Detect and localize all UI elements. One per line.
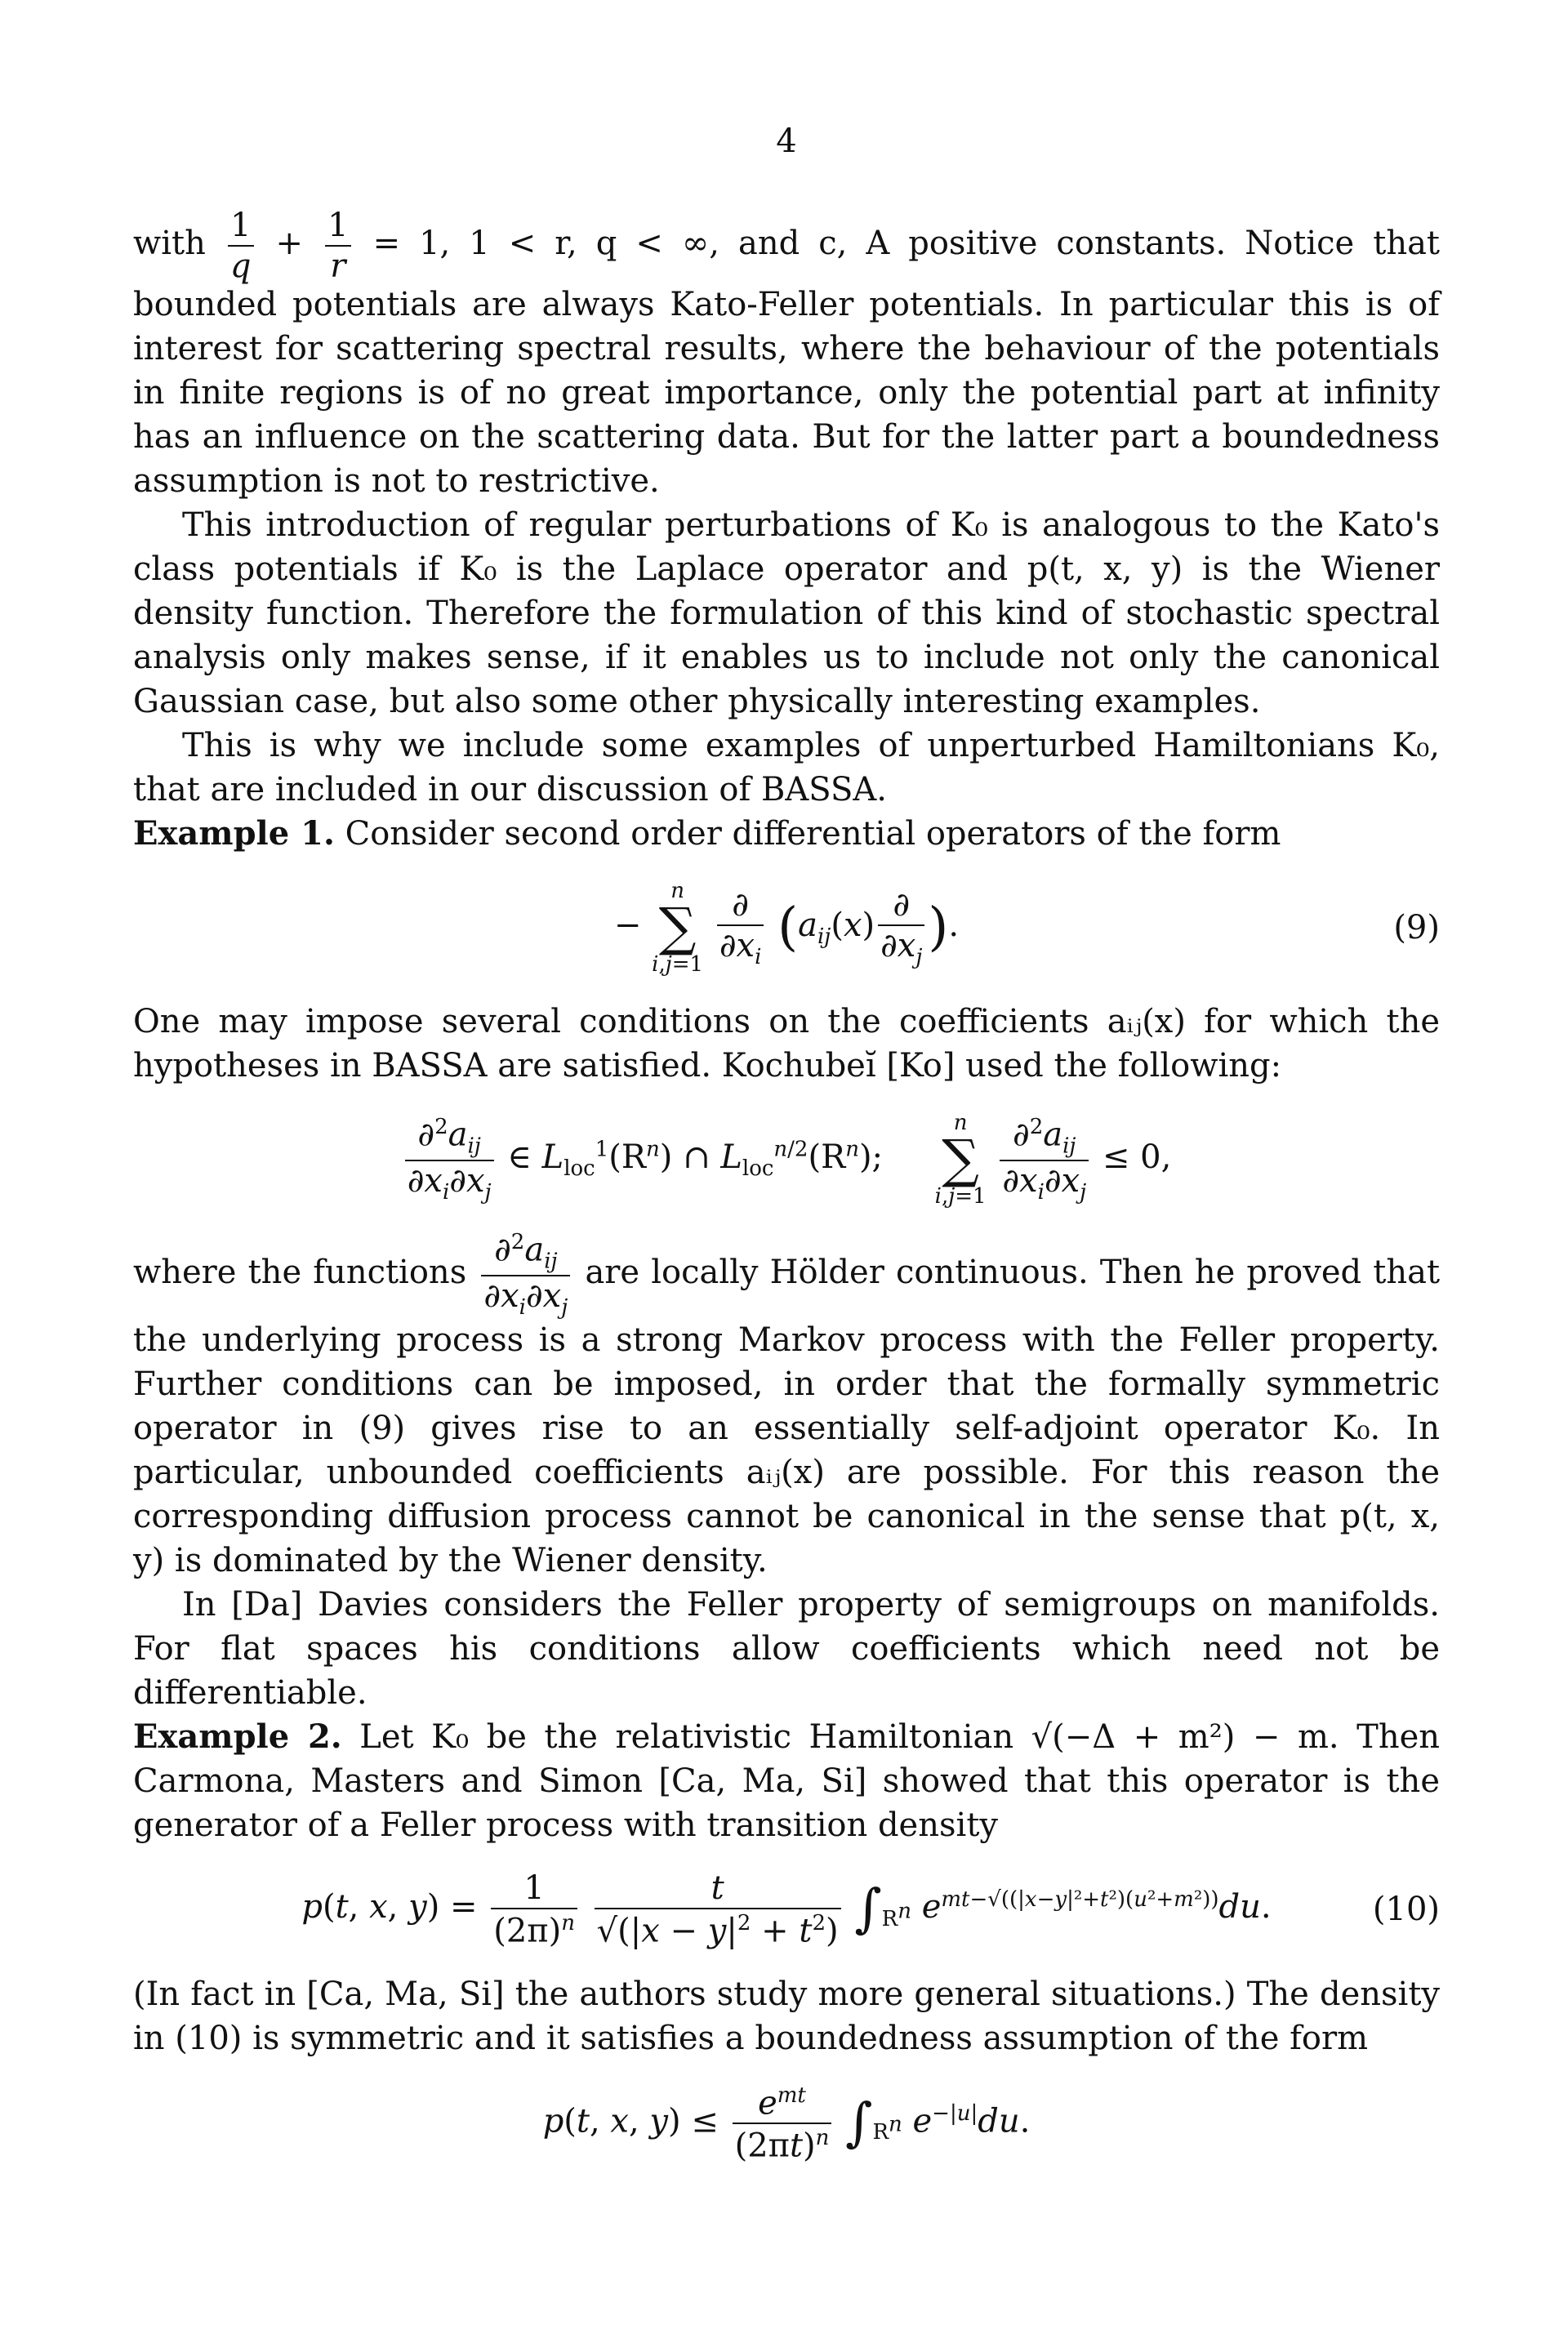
fraction-one-over-r: $\frac{1}{r}$ — [325, 209, 350, 283]
equation-10: p(t, x, y) = $\frac{1}{(2\pi)^n}$ $\frac{t}{√(|x - y|^2 + t^2)}$ $\int_{Rn}$ $e^{mt-√((|x-y|^2+t^2)(u^2+m^2))}du$. (10) — [301, 1869, 1440, 1950]
example-1-text: Consider second order differential operators of the form — [345, 815, 1281, 853]
cond-line-b: are locally Hölder continuous. Then he proved that — [585, 1254, 1441, 1292]
example-1-label: Example 1. — [133, 814, 335, 853]
fraction-one-over-q: $\frac{1}{q}$ — [228, 209, 254, 283]
para1-lead-a: with — [133, 225, 206, 262]
paragraph-davies: In [Da] Davies considers the Feller property of semigroups on manifolds. For flat spaces his conditions allow coefficients which need not be differentiable. — [133, 1586, 1440, 1713]
example-2-label: Example 2. — [133, 1717, 342, 1757]
equation-bound: p(t, x, y) ≤ $\frac{e^{mt}}{(2\pi t)^n}$ $\int_{Rn}$ $e^{-|u|}du$. — [542, 2082, 1031, 2165]
example-1-intro — [133, 812, 1440, 856]
paragraph-kato-feller: with $\frac{1}{q}$ + $\frac{1}{r}$ = 1, 1 < r, q < ∞, and c, A positive constants. Notice that bounded potentials are always Kato-Feller potentials. In particular this is of interest for scattering spectral results, where the behaviour of the potentials in finite regions is of no great importance, only the potential part at infinity has an influence on the scattering data. But for the latter part a boundedness assumption is not to restrictive. — [133, 207, 1441, 500]
equation-9-number: (9) — [1393, 909, 1440, 947]
example-2-text: Let K₀ be the relativistic Hamiltonian √(−Δ + m²) − m. Then Carmona, Masters and Simon [Ca, Ma, Si] showed that this operator is the generator of a Feller process with transition density — [133, 1718, 1441, 1845]
sum-symbol: n ∑ i,j=1 — [652, 879, 704, 977]
paragraph-regular-perturbations: This introduction of regular perturbations of K₀ is analogous to the Kato's class potentials if K₀ is the Laplace operator and p(t, x, y) is the Wiener density function. Therefore the formulation of this kind of stochastic spectral analysis only makes sense, if it enables us to include not only the canonical Gaussian case, but also some other physically interesting examples. — [133, 506, 1440, 720]
example-2-intro — [133, 1715, 1440, 1847]
equation-10-number: (10) — [1372, 1891, 1440, 1929]
para1-lead-b: = 1, 1 < r, q < ∞, and c, A positive constants. Notice that bounded — [133, 225, 1441, 323]
paragraph-symmetric-density: (In fact in [Ca, Ma, Si] the authors study more general situations.) The density in (10) is symmetric and it satisfies a boundedness assumption of the form — [133, 1975, 1440, 2057]
paragraph-holder-continuous: where the functions $\frac{\partial^2a_{ij}}{\partial x_i\partial x_j}$ are locally Hölder continuous. Then he proved that the underlying process is a strong Markov process with the Feller property. Further conditions can be imposed, in order that the formally symmetric operator in (9) gives rise to an essentially self-adjoint operator K₀. In particular, unbounded coefficients aᵢⱼ(x) are possible. For this reason the corresponding diffusion process cannot be canonical in the sense that p(t, x, y) is dominated by the Wiener density. — [133, 1230, 1441, 1580]
page — [133, 122, 1440, 2186]
para1-rest: potentials are always Kato-Feller potentials. In particular this is of interest for scattering spectral results, where the behaviour of the potentials in finite regions is of no great importance, only the potential part at infinity has an influence on the scattering data. But for the latter part a boundedness assumption is not to restrictive. — [133, 286, 1441, 500]
equation-9: − n ∑ i,j=1 $\frac{\partial}{\partial x_i}$ ($a_{ij}(x)$ $\frac{\partial}{\partial x_j}$ ). (9) — [613, 879, 1440, 977]
page-number: 4 — [776, 122, 797, 160]
cond-line-a: where the functions — [133, 1254, 467, 1292]
paragraph-examples-intro: This is why we include some examples of unperturbed Hamiltonians K₀, that are included in our discussion of BASSA. — [133, 727, 1440, 808]
paragraph-kochubei: One may impose several conditions on the coefficients aᵢⱼ(x) for which the hypotheses in BASSA are satisfied. Kochubeĭ [Ko] used the following: — [133, 1003, 1440, 1085]
cond-rest: the underlying process is a strong Markov process with the Feller property. Further conditions can be imposed, in order that the formally symmetric operator in (9) gives rise to an essentially self-adjoint operator K₀. In particular, unbounded coefficients aᵢⱼ(x) are possible. For this reason the corresponding diffusion process cannot be canonical in the sense that p(t, x, y) is dominated by the Wiener density. — [133, 1321, 1440, 1580]
equation-kochubei-conditions: $\frac{\partial^2a_{ij}}{\partial x_i\partial x_j}$ ∈ $L_{loc}^1(R^n)$ ∩ $L_{loc}^{n/2}(R^n)$; n ∑ i,j=1 $\frac{\partial^2a_{ij}}{\partial x_i\partial x_j}$ ≤ 0, — [133, 1112, 1440, 1207]
